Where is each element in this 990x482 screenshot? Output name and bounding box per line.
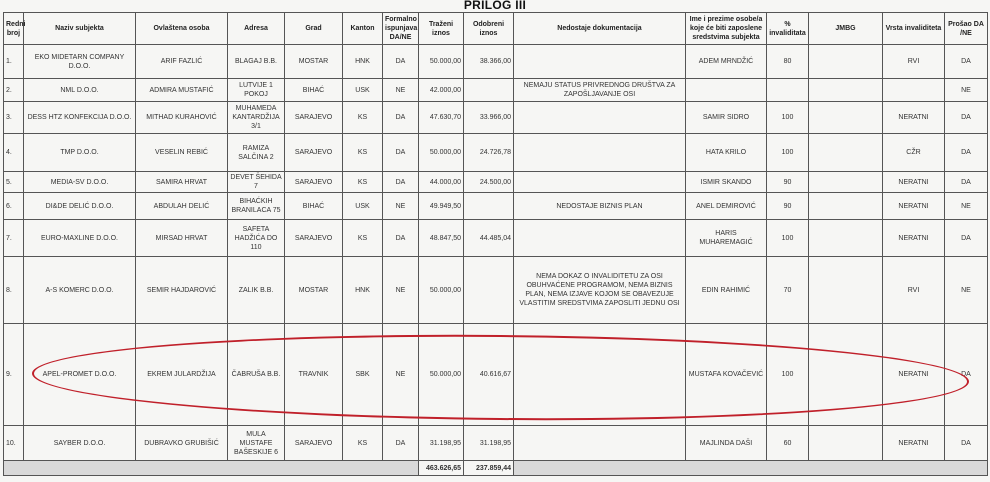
header-adresa: Adresa <box>228 13 285 45</box>
header-nedostaje: Nedostaje dokumentacija <box>514 13 686 45</box>
cell-trazeni: 50.000,00 <box>419 134 464 172</box>
cell-no: 3. <box>4 102 24 134</box>
totals-row <box>4 461 988 476</box>
cell-vrsta: NERATNI <box>883 220 945 257</box>
cell-jmbg <box>809 134 883 172</box>
cell-vrsta: CŽR <box>883 134 945 172</box>
cell-jmbg <box>809 324 883 426</box>
cell-ime: MAJLINDA DAŠI <box>686 426 767 461</box>
totals-spacer-right <box>514 461 988 476</box>
cell-ime: ADEM MRNDŽIĆ <box>686 45 767 79</box>
table-row <box>4 220 988 257</box>
cell-no: 6. <box>4 193 24 220</box>
cell-vrsta <box>883 79 945 102</box>
cell-naziv: MEDIA-SV D.O.O. <box>24 172 136 193</box>
cell-naziv: NML D.O.O. <box>24 79 136 102</box>
cell-invaliditet: 60 <box>767 426 809 461</box>
cell-osoba: MITHAD KURAHOVIĆ <box>136 102 228 134</box>
cell-formalno: DA <box>383 45 419 79</box>
table-row <box>4 134 988 172</box>
cell-odobreni: 33.966,00 <box>464 102 514 134</box>
cell-osoba: ADMIRA MUSTAFIĆ <box>136 79 228 102</box>
cell-prosao: DA <box>945 45 988 79</box>
cell-formalno: DA <box>383 426 419 461</box>
cell-nedostaje <box>514 220 686 257</box>
cell-grad: SARAJEVO <box>285 220 343 257</box>
cell-ime <box>686 79 767 102</box>
cell-odobreni: 40.616,67 <box>464 324 514 426</box>
cell-adresa: MUHAMEDA KANTARDŽIJA 3/1 <box>228 102 285 134</box>
cell-grad: TRAVNIK <box>285 324 343 426</box>
header-redni-broj: Redni broj <box>4 13 24 45</box>
cell-nedostaje <box>514 134 686 172</box>
cell-odobreni: 24.500,00 <box>464 172 514 193</box>
header-grad: Grad <box>285 13 343 45</box>
cell-no: 9. <box>4 324 24 426</box>
cell-formalno: NE <box>383 257 419 324</box>
cell-vrsta: NERATNI <box>883 172 945 193</box>
cell-no: 8. <box>4 257 24 324</box>
cell-adresa: ZALIK B.B. <box>228 257 285 324</box>
cell-prosao: NE <box>945 79 988 102</box>
cell-naziv: SAYBER D.O.O. <box>24 426 136 461</box>
cell-no: 7. <box>4 220 24 257</box>
cell-no: 10. <box>4 426 24 461</box>
cell-formalno: DA <box>383 172 419 193</box>
cell-no: 1. <box>4 45 24 79</box>
cell-invaliditet: 100 <box>767 102 809 134</box>
cell-invaliditet: 100 <box>767 324 809 426</box>
cell-trazeni: 31.198,95 <box>419 426 464 461</box>
cell-ime: HARIS MUHAREMAGIĆ <box>686 220 767 257</box>
cell-trazeni: 42.000,00 <box>419 79 464 102</box>
cell-naziv: EURO-MAXLINE D.O.O. <box>24 220 136 257</box>
cell-ime: ANEL DEMIROVIĆ <box>686 193 767 220</box>
cell-osoba: SEMIR HAJDAROVIĆ <box>136 257 228 324</box>
cell-vrsta: NERATNI <box>883 324 945 426</box>
cell-invaliditet: 100 <box>767 134 809 172</box>
cell-ime: SAMIR SIDRO <box>686 102 767 134</box>
cell-osoba: ABDULAH DELIĆ <box>136 193 228 220</box>
cell-trazeni: 49.949,50 <box>419 193 464 220</box>
cell-adresa: ČABRUŠA B.B. <box>228 324 285 426</box>
header-invaliditet: % invaliditata <box>767 13 809 45</box>
cell-odobreni <box>464 193 514 220</box>
cell-grad: MOSTAR <box>285 45 343 79</box>
cell-nedostaje <box>514 102 686 134</box>
cell-vrsta: RVI <box>883 45 945 79</box>
cell-formalno: DA <box>383 102 419 134</box>
cell-osoba: ARIF FAZLIĆ <box>136 45 228 79</box>
cell-formalno: DA <box>383 134 419 172</box>
cell-odobreni: 31.198,95 <box>464 426 514 461</box>
cell-odobreni <box>464 79 514 102</box>
header-kanton: Kanton <box>343 13 383 45</box>
cell-vrsta: NERATNI <box>883 193 945 220</box>
header-formalno: Formalno ispunjava DA/NE <box>383 13 419 45</box>
cell-formalno: NE <box>383 193 419 220</box>
table-row <box>4 102 988 134</box>
cell-vrsta: NERATNI <box>883 102 945 134</box>
cell-grad: SARAJEVO <box>285 134 343 172</box>
cell-trazeni: 50.000,00 <box>419 45 464 79</box>
cell-kanton: SBK <box>343 324 383 426</box>
cell-grad: SARAJEVO <box>285 426 343 461</box>
cell-odobreni: 44.485,04 <box>464 220 514 257</box>
header-vrsta: Vrsta invaliditeta <box>883 13 945 45</box>
cell-naziv: DESS HTZ KONFEKCIJA D.O.O. <box>24 102 136 134</box>
cell-invaliditet: 90 <box>767 172 809 193</box>
cell-jmbg <box>809 79 883 102</box>
table-row <box>4 426 988 461</box>
cell-no: 4. <box>4 134 24 172</box>
cell-prosao: NE <box>945 193 988 220</box>
cell-naziv: TMP D.O.O. <box>24 134 136 172</box>
cell-invaliditet: 70 <box>767 257 809 324</box>
cell-trazeni: 48.847,50 <box>419 220 464 257</box>
cell-naziv: EKO MIDETARN COMPANY D.O.O. <box>24 45 136 79</box>
cell-adresa: RAMIZA SALČINA 2 <box>228 134 285 172</box>
table-row <box>4 257 988 324</box>
cell-formalno: DA <box>383 220 419 257</box>
cell-nedostaje <box>514 45 686 79</box>
table-row-highlighted <box>4 324 988 426</box>
cell-no: 5. <box>4 172 24 193</box>
cell-vrsta: NERATNI <box>883 426 945 461</box>
cell-invaliditet: 100 <box>767 220 809 257</box>
cell-ime: EDIN RAHIMIĆ <box>686 257 767 324</box>
cell-osoba: VESELIN REBIĆ <box>136 134 228 172</box>
cell-trazeni: 50.000,00 <box>419 257 464 324</box>
cell-kanton: KS <box>343 220 383 257</box>
table-row <box>4 45 988 79</box>
cell-prosao: DA <box>945 102 988 134</box>
cell-prosao: DA <box>945 220 988 257</box>
cell-osoba: SAMIRA HRVAT <box>136 172 228 193</box>
cell-osoba: MIRSAD HRVAT <box>136 220 228 257</box>
header-odobreni: Odobreni iznos <box>464 13 514 45</box>
cell-grad: SARAJEVO <box>285 102 343 134</box>
cell-jmbg <box>809 45 883 79</box>
cell-jmbg <box>809 102 883 134</box>
cell-adresa: LUTVIJE 1 POKOJ <box>228 79 285 102</box>
cell-nedostaje <box>514 324 686 426</box>
table-header-row <box>4 13 988 45</box>
cell-kanton: USK <box>343 193 383 220</box>
total-trazeni: 463.626,65 <box>419 461 464 476</box>
cell-kanton: KS <box>343 172 383 193</box>
cell-invaliditet <box>767 79 809 102</box>
cell-kanton: KS <box>343 426 383 461</box>
cell-adresa: SAFETA HADŽIĆA DO 110 <box>228 220 285 257</box>
cell-jmbg <box>809 257 883 324</box>
document-title: PRILOG III <box>463 0 527 12</box>
cell-prosao: DA <box>945 324 988 426</box>
cell-naziv: A-S KOMERC D.O.O. <box>24 257 136 324</box>
cell-grad: MOSTAR <box>285 257 343 324</box>
cell-kanton: HNK <box>343 257 383 324</box>
cell-kanton: USK <box>343 79 383 102</box>
cell-vrsta: RVI <box>883 257 945 324</box>
cell-trazeni: 50.000,00 <box>419 324 464 426</box>
cell-adresa: BIHAĆKIH BRANILACA 75 <box>228 193 285 220</box>
cell-nedostaje: NEMA DOKAZ O INVALIDITETU ZA OSI OBUHVAĆENE PROGRAMOM, NEMA BIZNIS PLAN, NEMA IZJAVE KOJOM SE OBAVEZUJE VLASTITIM SREDSTVIMA ZAPOSLITI JEDNU OSI <box>514 257 686 324</box>
cell-grad: SARAJEVO <box>285 172 343 193</box>
cell-no: 2. <box>4 79 24 102</box>
header-ime: Ime i prezime osobe/a koje će biti zaposlene sredstvima subjekta <box>686 13 767 45</box>
cell-prosao: DA <box>945 426 988 461</box>
cell-osoba: EKREM JULARDŽIJA <box>136 324 228 426</box>
cell-trazeni: 47.630,70 <box>419 102 464 134</box>
cell-trazeni: 44.000,00 <box>419 172 464 193</box>
applicants-table <box>3 12 988 476</box>
cell-nedostaje: NEMAJU STATUS PRIVREDNOG DRUŠTVA ZA ZAPOŠLJAVANJE OSI <box>514 79 686 102</box>
table-row <box>4 172 988 193</box>
cell-formalno: NE <box>383 79 419 102</box>
table-row <box>4 193 988 220</box>
cell-grad: BIHAĆ <box>285 79 343 102</box>
cell-adresa: DEVET ŠEHIDA 7 <box>228 172 285 193</box>
cell-nedostaje: NEDOSTAJE BIZNIS PLAN <box>514 193 686 220</box>
header-naziv: Naziv subjekta <box>24 13 136 45</box>
cell-jmbg <box>809 426 883 461</box>
cell-nedostaje <box>514 426 686 461</box>
totals-spacer <box>4 461 419 476</box>
total-odobreni: 237.859,44 <box>464 461 514 476</box>
cell-kanton: KS <box>343 102 383 134</box>
cell-jmbg <box>809 172 883 193</box>
cell-prosao: NE <box>945 257 988 324</box>
cell-naziv: APEL-PROMET D.O.O. <box>24 324 136 426</box>
cell-prosao: DA <box>945 172 988 193</box>
cell-formalno: NE <box>383 324 419 426</box>
header-osoba: Ovlaštena osoba <box>136 13 228 45</box>
cell-invaliditet: 90 <box>767 193 809 220</box>
cell-naziv: DI&DE DELIĆ D.O.O. <box>24 193 136 220</box>
cell-osoba: DUBRAVKO GRUBIŠIĆ <box>136 426 228 461</box>
header-jmbg: JMBG <box>809 13 883 45</box>
cell-odobreni <box>464 257 514 324</box>
cell-prosao: DA <box>945 134 988 172</box>
cell-odobreni: 38.366,00 <box>464 45 514 79</box>
cell-odobreni: 24.726,78 <box>464 134 514 172</box>
cell-grad: BIHAĆ <box>285 193 343 220</box>
cell-nedostaje <box>514 172 686 193</box>
cell-adresa: BLAGAJ B.B. <box>228 45 285 79</box>
cell-jmbg <box>809 220 883 257</box>
table-row <box>4 79 988 102</box>
cell-invaliditet: 80 <box>767 45 809 79</box>
header-trazeni: Traženi iznos <box>419 13 464 45</box>
cell-ime: MUSTAFA KOVAČEVIĆ <box>686 324 767 426</box>
cell-jmbg <box>809 193 883 220</box>
cell-kanton: HNK <box>343 45 383 79</box>
cell-ime: ISMIR SKANDO <box>686 172 767 193</box>
cell-ime: HATA KRILO <box>686 134 767 172</box>
cell-adresa: MULA MUSTAFE BAŠESKIJE 6 <box>228 426 285 461</box>
header-prosao: Prošao DA /NE <box>945 13 988 45</box>
cell-kanton: KS <box>343 134 383 172</box>
